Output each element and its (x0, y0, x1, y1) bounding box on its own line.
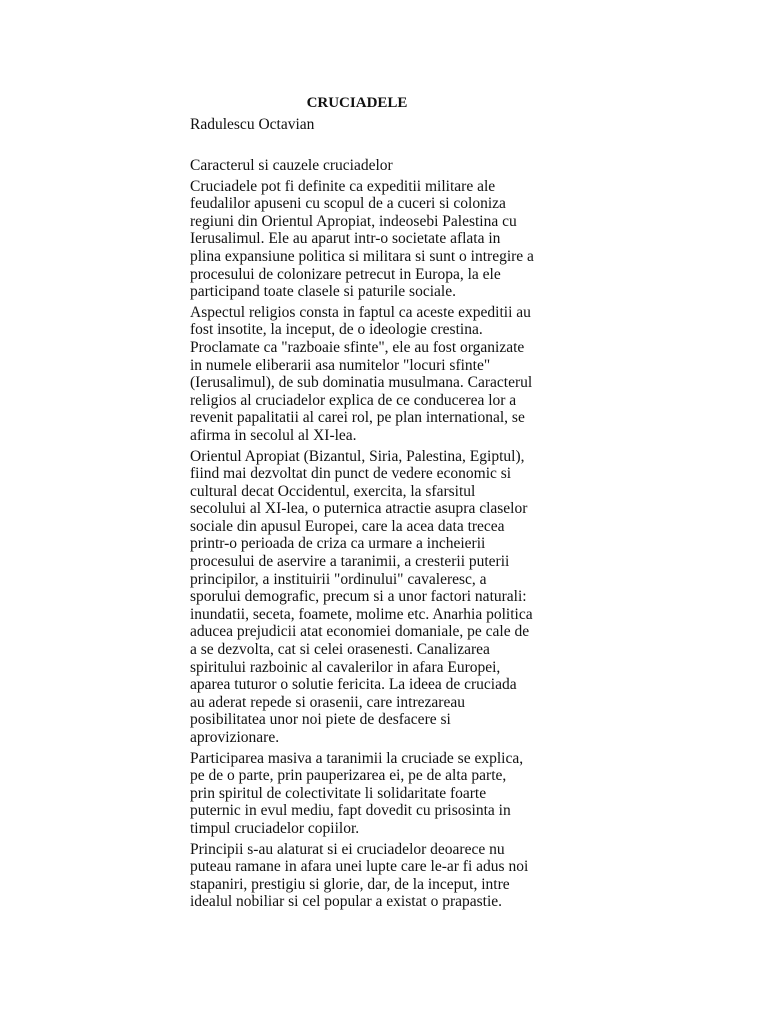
paragraph-line: timpul cruciadelor copiilor. (190, 819, 360, 837)
paragraph-line: Orientul Apropiat (Bizantul, Siria, Palestina, Egiptul), (190, 447, 525, 465)
section-heading: Caracterul si cauzele cruciadelor (190, 157, 393, 174)
paragraph-line: Cruciadele pot fi definite ca expeditii militare ale (190, 177, 496, 195)
paragraph-line: procesului de aservire a taranimii, a cresterii puterii (190, 553, 510, 571)
paragraph-line: aprovizionare. (190, 729, 280, 746)
paragraph-line: cultural decat Occidentul, exercita, la sfarsitul (190, 482, 476, 500)
paragraph-line: regiuni din Orientul Apropiat, indeosebi Palestina cu (190, 212, 517, 230)
paragraph-5 (190, 841, 528, 911)
paragraph-line: fiind mai dezvoltat din punct de vedere economic si (190, 465, 512, 483)
paragraph-1 (190, 177, 534, 301)
paragraph-line: procesului de colonizare petrecut in Europa, la ele (190, 265, 501, 283)
paragraph-line: idealul nobiliar si cel popular a existat o prapastie. (190, 893, 503, 911)
paragraph-line: aducea prejudicii atat economiei domaniale, pe cale de (190, 623, 530, 641)
paragraph-line: puternic in evul mediu, fapt dovedit cu prisosinta in (190, 802, 511, 820)
document-title: CRUCIADELE (306, 95, 408, 111)
paragraph-line: au aderat repede si orasenii, care intrezareau (190, 693, 465, 711)
paragraph-line: afirma in secolul al XI-lea. (190, 426, 357, 444)
paragraph-line: fost insotite, la inceput, de o ideologie crestina. (190, 321, 483, 339)
paragraph-line: feudalilor apuseni cu scopul de a cuceri si coloniza (190, 195, 506, 213)
paragraph-line: Principii s-au alaturat si ei cruciadelor deoarece nu (190, 840, 505, 858)
paragraph-4 (190, 750, 528, 838)
paragraph-line: sociale din apusul Europei, care la acea data trecea (190, 517, 505, 535)
paragraph-line: Ierusalimul. Ele au aparut intr-o societate aflata in (190, 230, 501, 248)
paragraph-line: sporului demografic, precum si a unor factori naturali: (190, 588, 527, 606)
paragraph-line: a se dezvolta, cat si celei orasenesti. Canalizarea (190, 641, 490, 659)
document-body (190, 157, 534, 914)
paragraph-line: religios al cruciadelor explica de ce conducerea lor a (190, 391, 517, 409)
paragraph-line: in numele eliberarii asa numitelor "locuri sfinte" (190, 356, 491, 374)
paragraph-line: prin spiritul de colectivitate li solidaritate foarte (190, 784, 487, 802)
paragraph-line: pe de o parte, prin pauperizarea ei, pe de alta parte, (190, 767, 507, 785)
paragraph-line: secolului al XI-lea, o puternica atractie asupra claselor (190, 500, 528, 518)
paragraph-line: posibilitatea unor noi piete de desfacere si (190, 711, 451, 729)
paragraph-3 (190, 447, 533, 747)
paragraph-line: Aspectul religios consta in faptul ca aceste expeditii au (190, 303, 531, 321)
paragraph-line: revenit papalitatii al carei rol, pe plan international, se (190, 409, 525, 427)
paragraph-line: Participarea masiva a taranimii la cruciade se explica, (190, 749, 524, 767)
document-author: Radulescu Octavian (190, 116, 315, 133)
paragraph-line: spiritului razboinic al cavalerilor in afara Europei, (190, 658, 501, 676)
paragraph-line: aparea tuturor o solutie fericita. La ideea de cruciada (190, 676, 517, 694)
paragraph-line: (Ierusalimul), de sub dominatia musulmana. Caracterul (190, 374, 533, 392)
paragraph-line: principilor, a instituirii "ordinului" cavaleresc, a (190, 570, 487, 588)
paragraph-line: participand toate clasele si paturile sociale. (190, 283, 456, 301)
paragraph-line: printr-o perioada de criza ca urmare a incheierii (190, 535, 486, 553)
paragraph-line: stapaniri, prestigiu si glorie, dar, de la inceput, intre (190, 875, 510, 893)
paragraph-line: Proclamate ca "razboaie sfinte", ele au fost organizate (190, 338, 525, 356)
paragraph-line: inundatii, seceta, foamete, molime etc. Anarhia politica (190, 605, 533, 623)
paragraph-2 (190, 303, 533, 445)
paragraph-line: puteau ramane in afara unei lupte care le-ar fi adus noi (190, 858, 529, 876)
paragraph-line: plina expansiune politica si militara si sunt o intregire a (190, 247, 534, 265)
